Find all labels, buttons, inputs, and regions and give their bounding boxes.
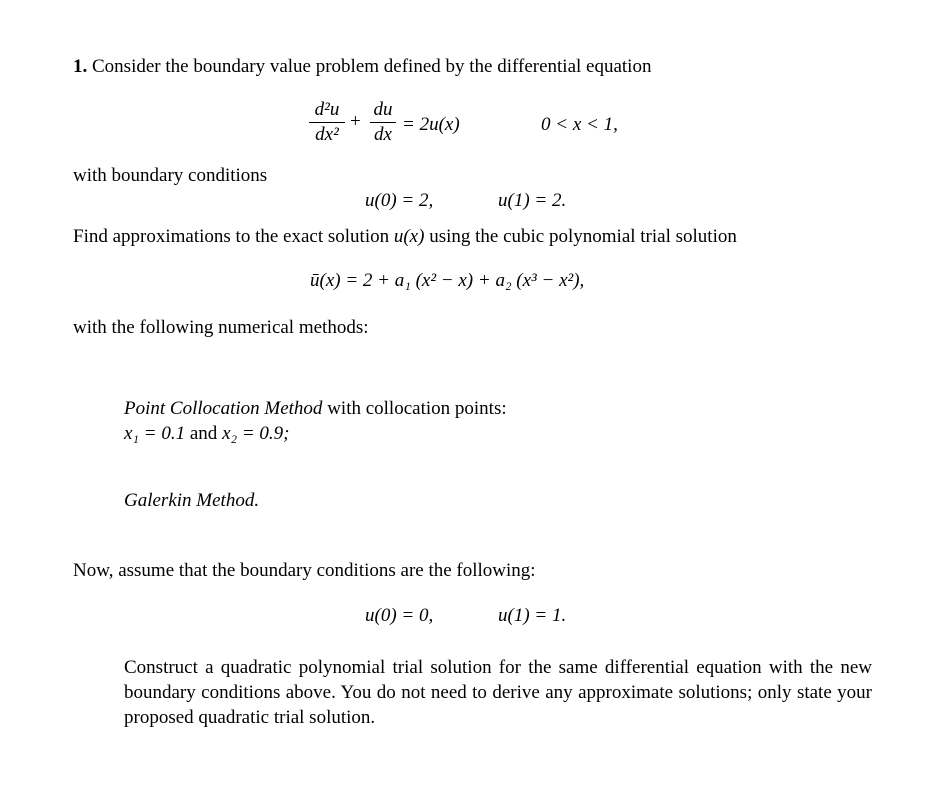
final-paragraph: Construct a quadratic polynomial trial solution for the same differential equation with the new boundary conditions above. You do not need to derive any approximate solutions; only state your proposed quadratic trial solution. [124, 657, 872, 728]
method-1-name: Point Collocation Method [124, 398, 323, 419]
trial-solution-equation: ū(x) = 2 + a₁ (x² − x) + a₂ (x³ − x²), [310, 270, 585, 291]
find-text-2: using the cubic polynomial trial solution [429, 226, 737, 247]
bc1-right: u(1) = 2. [498, 190, 567, 211]
find-line [73, 227, 737, 246]
fraction-denominator: dx² [315, 124, 339, 145]
method-1-points [124, 424, 290, 443]
problem-intro: Consider the boundary value problem defined by the differential equation [92, 56, 652, 77]
method-1-rest: with collocation points: [327, 398, 507, 419]
bc2-right: u(1) = 1. [498, 605, 567, 626]
equation-rhs: = 2u(x) [402, 114, 460, 135]
method-1-title [124, 399, 507, 418]
method-2-name: Galerkin Method. [124, 490, 260, 511]
equation-domain: 0 < x < 1, [541, 114, 618, 135]
bc1-left: u(0) = 2, [365, 190, 434, 211]
fraction-numerator: du [373, 99, 393, 120]
find-text-1: Find approximations to the exact solution [73, 226, 390, 247]
second-derivative-fraction [309, 100, 345, 144]
fraction-bar [309, 122, 345, 123]
and-word: and [189, 423, 218, 444]
find-u: u(x) [393, 226, 425, 247]
fraction-bar [370, 122, 396, 123]
bc-label: with boundary conditions [73, 165, 268, 186]
fraction-denominator: dx [374, 124, 392, 145]
problem-heading [73, 57, 651, 76]
plus-sign: + [350, 111, 361, 132]
first-derivative-fraction [370, 100, 396, 144]
collocation-point-2: x₂ = 0.9; [222, 423, 290, 444]
bc2-left: u(0) = 0, [365, 605, 434, 626]
collocation-point-1: x₁ = 0.1 [124, 423, 186, 444]
problem-number: 1. [73, 56, 88, 77]
fraction-numerator: d²u [314, 99, 340, 120]
methods-label: with the following numerical methods: [73, 317, 369, 338]
now-text: Now, assume that the boundary conditions are the following: [73, 560, 536, 581]
